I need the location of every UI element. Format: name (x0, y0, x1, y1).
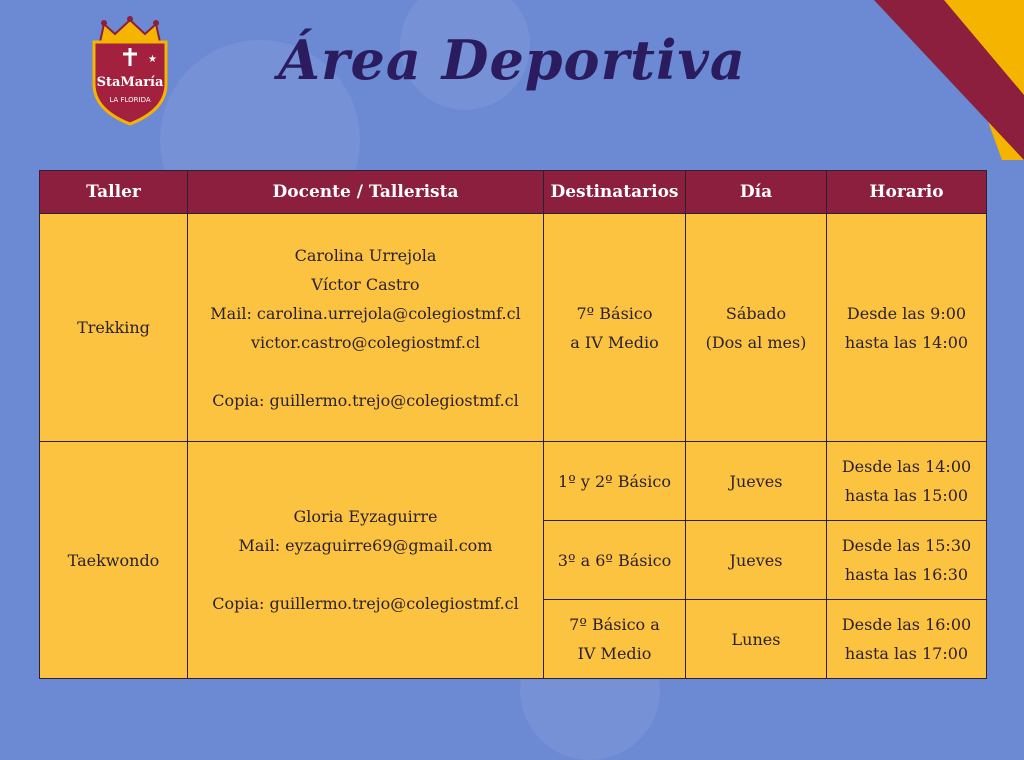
column-header-taller: Taller (40, 171, 188, 214)
horario-line: Desde las 15:30 (841, 536, 972, 555)
taller-cell: Trekking (40, 214, 188, 442)
docente-cell (188, 214, 544, 442)
schedule-table (39, 170, 987, 679)
horario-cell (827, 600, 987, 679)
teacher-name: Gloria Eyzaguirre (293, 507, 438, 526)
horario-cell (827, 521, 987, 600)
horario-line: Desde las 14:00 (841, 457, 972, 476)
destinatarios-cell: 3º a 6º Básico (544, 521, 686, 600)
teacher-email: Mail: eyzaguirre69@gmail.com (238, 536, 493, 555)
crest-name: StaMaría (96, 75, 164, 90)
dia-cell: Jueves (686, 521, 827, 600)
svg-text:★: ★ (148, 54, 157, 65)
table-row-taekwondo (40, 442, 987, 521)
taller-cell: Taekwondo (40, 442, 188, 679)
destinatarios-line: a IV Medio (570, 332, 659, 352)
destinatarios-line: 7º Básico a (569, 615, 660, 634)
page-title: Área Deportiva (278, 28, 746, 92)
horario-cell (827, 442, 987, 521)
docente-cell (188, 442, 544, 679)
copy-email: Copia: guillermo.trejo@colegiostmf.cl (212, 390, 519, 410)
destinatarios-cell: 1º y 2º Básico (544, 442, 686, 521)
column-header-dia: Día (686, 171, 827, 214)
horario-line: Desde las 9:00 (846, 303, 967, 323)
destinatarios-cell (544, 600, 686, 679)
table-header-row (40, 171, 987, 214)
horario-line: hasta las 15:00 (844, 486, 969, 505)
teacher-email: Mail: carolina.urrejola@colegiostmf.cl (210, 303, 521, 323)
teacher-name: Carolina Urrejola (294, 245, 437, 265)
horario-cell (827, 214, 987, 442)
teacher-name: Víctor Castro (311, 274, 420, 294)
dia-cell: Jueves (686, 442, 827, 521)
destinatarios-cell (544, 214, 686, 442)
dia-cell (686, 214, 827, 442)
dia-cell: Lunes (686, 600, 827, 679)
destinatarios-line: 7º Básico (576, 303, 653, 323)
copy-email: Copia: guillermo.trejo@colegiostmf.cl (212, 594, 519, 613)
teacher-email: victor.castro@colegiostmf.cl (250, 332, 481, 352)
horario-line: hasta las 14:00 (844, 332, 969, 352)
dia-line: Sábado (725, 303, 787, 323)
column-header-horario: Horario (827, 171, 987, 214)
horario-line: hasta las 16:30 (844, 565, 969, 584)
crest-subtitle: LA FLORIDA (109, 96, 151, 104)
column-header-docente: Docente / Tallerista (188, 171, 544, 214)
horario-line: Desde las 16:00 (841, 615, 972, 634)
column-header-destinatarios: Destinatarios (544, 171, 686, 214)
horario-line: hasta las 17:00 (844, 644, 969, 663)
destinatarios-line: IV Medio (577, 644, 652, 663)
dia-line: (Dos al mes) (705, 332, 807, 352)
table-row-trekking (40, 214, 987, 442)
